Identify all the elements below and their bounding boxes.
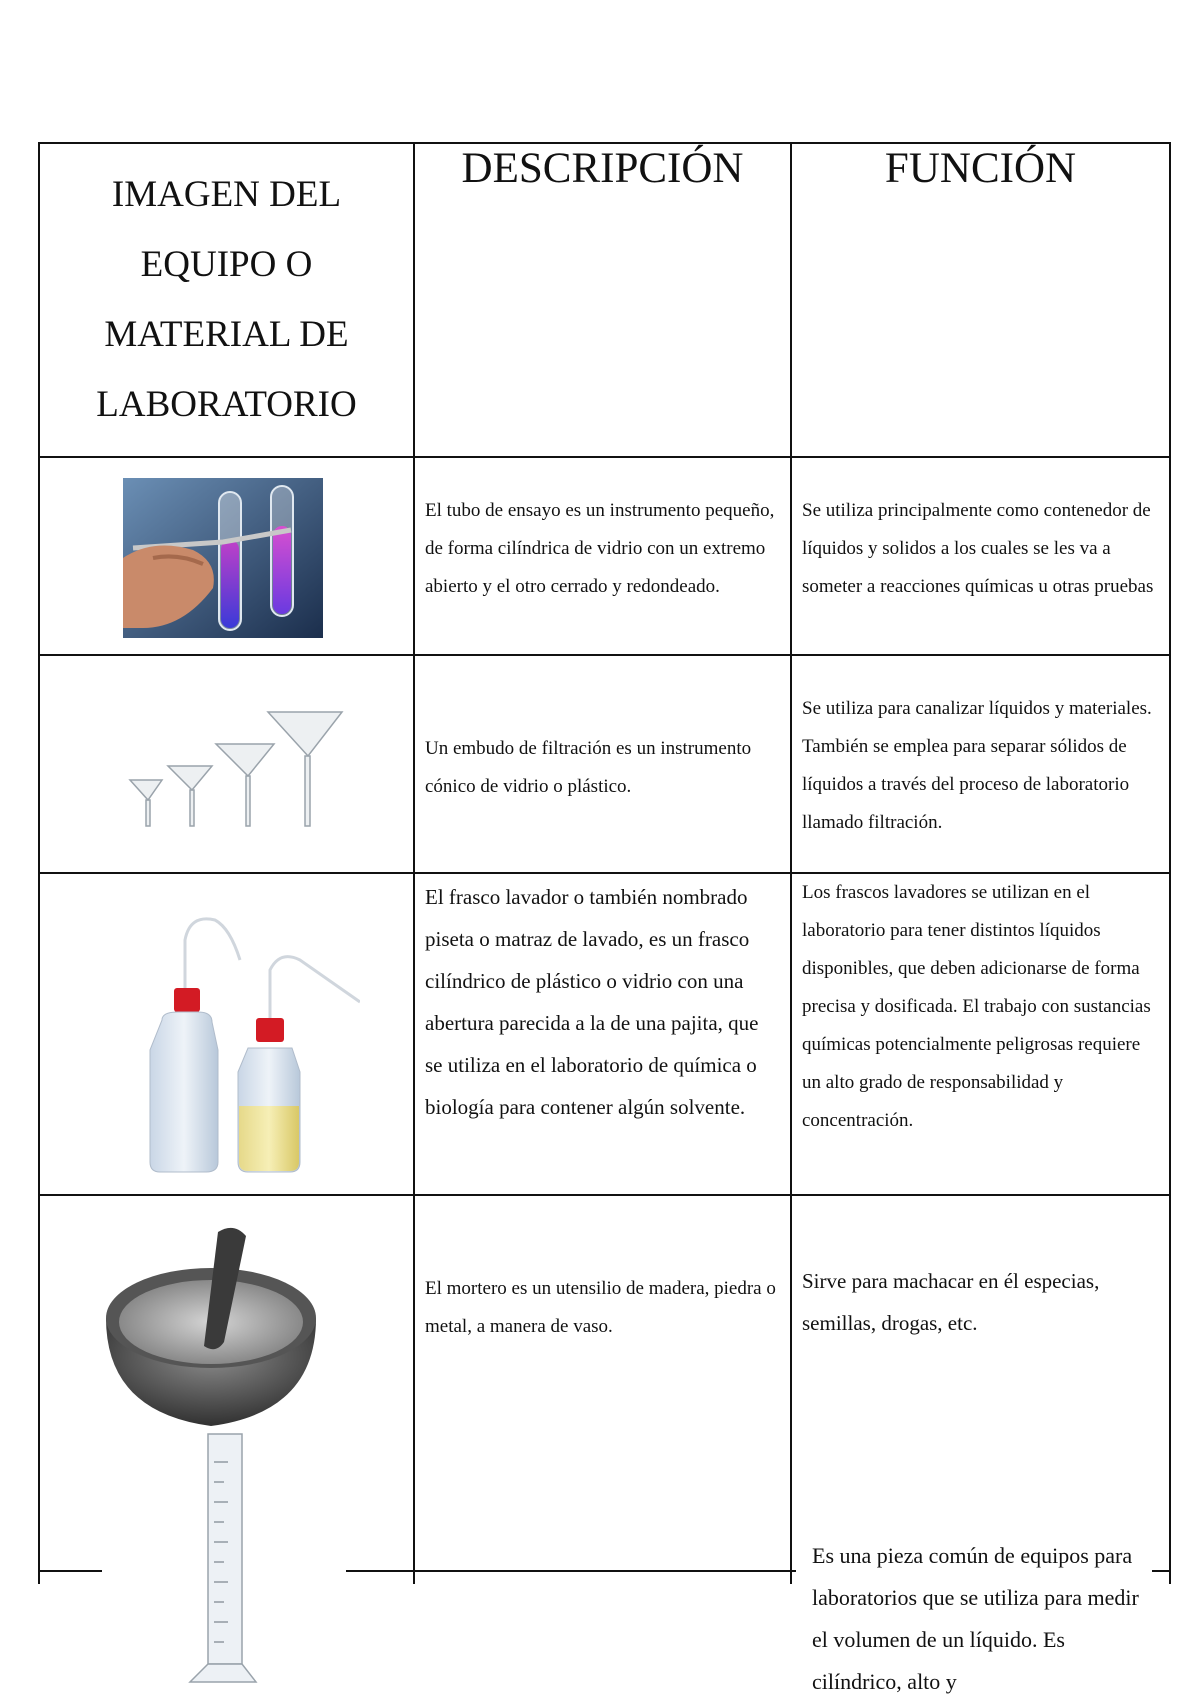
description-text: El tubo de ensayo es un instrumento pequeño, de forma cilíndrica de vidrio con un extremo abierto y el otro cerrado y redondeado. (425, 500, 775, 597)
header-line: IMAGEN DEL (111, 174, 342, 215)
wash-bottles-image (140, 910, 360, 1180)
lab-equipment-table (38, 142, 1171, 1584)
table-bottom-border (1152, 1570, 1169, 1572)
overflow-function-text: Es una pieza común de equipos para laboratorios que se utiliza para medir el volumen de un líquido. Es cilíndrico, alto y (812, 1543, 1139, 1694)
funnels-image (128, 700, 348, 830)
function-cell (791, 1195, 1170, 1584)
mortar-pestle-image (106, 1222, 316, 1426)
function-cell (791, 655, 1170, 873)
header-line: LABORATORIO (96, 384, 357, 425)
function-text: Sirve para machacar en él especias, semillas, drogas, etc. (802, 1269, 1100, 1335)
table-header-row (39, 143, 1170, 457)
description-cell (414, 655, 791, 873)
table-row (39, 655, 1170, 873)
description-text: El mortero es un utensilio de madera, piedra o metal, a manera de vaso. (425, 1278, 776, 1337)
header-line: EQUIPO O (140, 244, 313, 285)
image-cell (39, 457, 414, 655)
table-row (39, 457, 1170, 655)
description-cell (414, 457, 791, 655)
function-text: Se utiliza principalmente como contenedor de líquidos y solidos a los cuales se les va a someter a reacciones químicas u otras pruebas (802, 500, 1154, 597)
function-line: También se emplea para separar sólidos de líquidos a través del proceso de laboratorio llamado filtración. (802, 736, 1130, 833)
function-text (792, 656, 1169, 842)
function-line: Se utiliza para canalizar líquidos y materiales. (802, 698, 1152, 719)
description-text: El frasco lavador o también nombrado piseta o matraz de lavado, es un frasco cilíndrico de plástico o vidrio con una abertura parecida a la de una pajita, que se utiliza en el laboratorio de química o biología para contener algún solvente. (425, 885, 759, 1119)
header-description: DESCRIPCIÓN (414, 143, 791, 457)
table-bottom-border (346, 1570, 796, 1572)
table-bottom-border (38, 1570, 102, 1572)
description-cell (414, 1195, 791, 1584)
image-cell (39, 655, 414, 873)
description-text: Un embudo de filtración es un instrumento cónico de vidrio o plástico. (425, 738, 752, 797)
description-cell (414, 873, 791, 1195)
image-cell (39, 873, 414, 1195)
table-row (39, 873, 1170, 1195)
header-function: FUNCIÓN (791, 143, 1170, 457)
header-image-column (39, 143, 414, 457)
function-cell (791, 873, 1170, 1195)
test-tubes-image (123, 478, 323, 638)
function-text: Los frascos lavadores se utilizan en el laboratorio para tener distintos líquidos disponibles, que deben adicionarse de forma precisa y dosificada. El trabajo con sustancias químicas potencialmente peligrosas requiere un alto grado de responsabilidad y concentración. (802, 882, 1151, 1131)
graduated-cylinder-image (178, 1432, 268, 1692)
function-cell (791, 457, 1170, 655)
header-line: MATERIAL DE (104, 314, 349, 355)
